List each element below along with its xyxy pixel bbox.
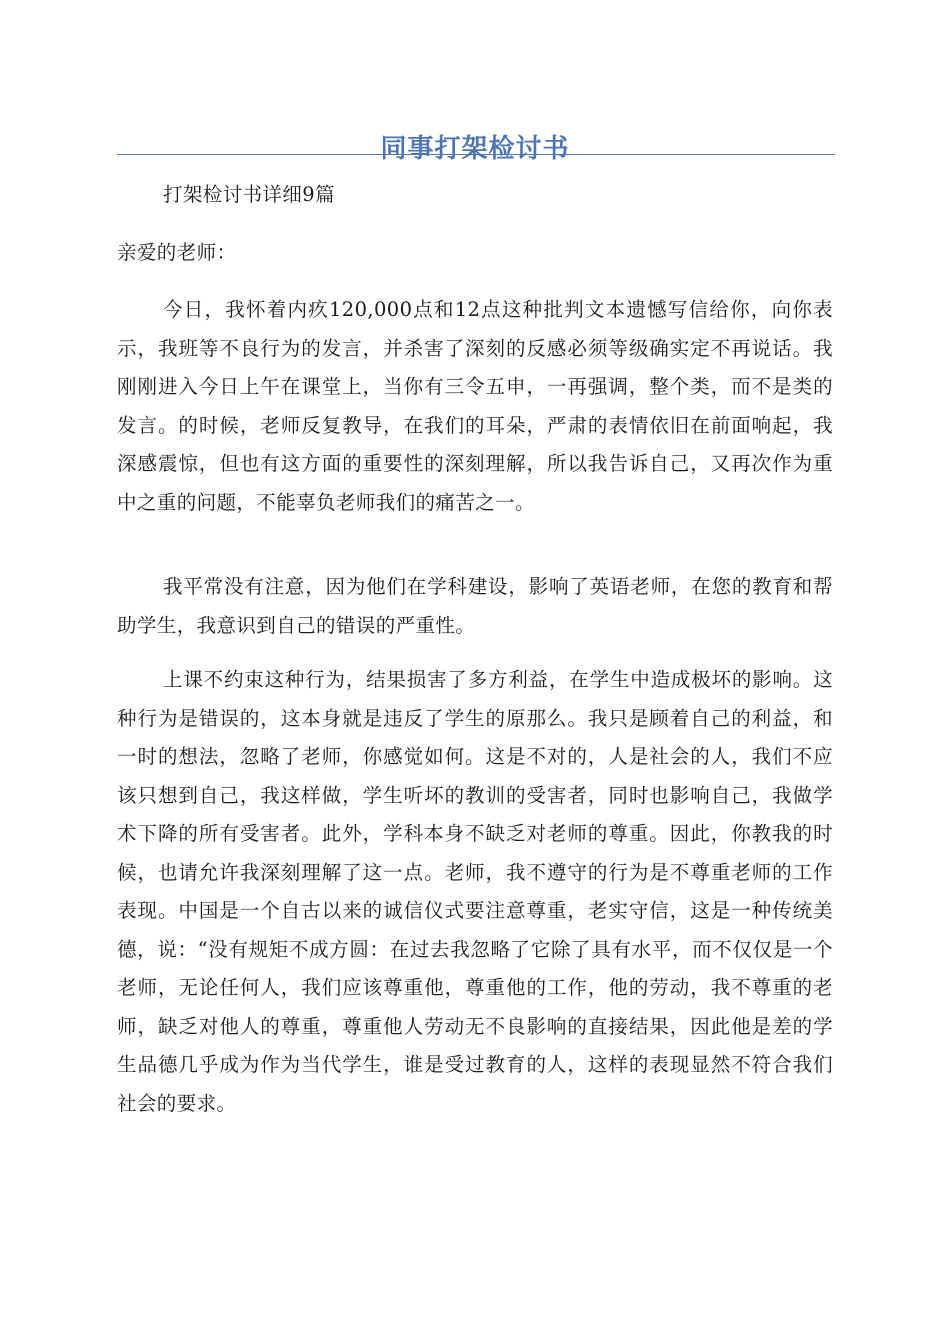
paragraph-1: 今日，我怀着内疚120,000点和12点这种批判文本遗憾写信给你，向你表示，我班等不良行为的发言，并杀害了深刻的反感必须等级确实定不再说话。我刚刚进入今日上午在课堂上，当你有三令五申，一再强调，整个类，而不是类的发言。的时候，老师反复教导，在我们的耳朵，严肃的表情依旧在前面响起，我深感震惊，但也有这方面的重要性的深刻理解，所以我告诉自己，又再次作为重中之重的问题，不能辜负老师我们的痛苦之一。 (117, 298, 833, 514)
title-underline (117, 154, 835, 155)
document-subtitle: 打架检讨书详细9篇 (163, 183, 336, 206)
greeting-line: 亲爱的老师： (117, 241, 237, 264)
document-title: 同事打架检讨书 (380, 134, 570, 165)
paragraph-2: 我平常没有注意，因为他们在学科建设，影响了英语老师，在您的教育和帮助学生，我意识到自己的错误的严重性。 (117, 575, 833, 637)
paragraph-3: 上课不约束这种行为，结果损害了多方利益，在学生中造成极坏的影响。这种行为是错误的，这本身就是违反了学生的原那么。我只是顾着自己的利益，和一时的想法，忽略了老师，你感觉如何。这是不对的，人是社会的人，我们不应该只想到自己，我这样做，学生听坏的教训的受害者，同时也影响自己，我做学术下降的所有受害者。此外，学科本身不缺乏对老师的尊重。因此，你教我的时候，也请允许我深刻理解了这一点。老师，我不遵守的行为是不尊重老师的工作表现。中国是一个自古以来的诚信仪式要注意尊重，老实守信，这是一种传统美德，说：“没有规矩不成方圆：在过去我忽略了它除了具有水平，而不仅仅是一个老师，无论任何人，我们应该尊重他，尊重他的工作，他的劳动，我不尊重的老师，缺乏对他人的尊重，尊重他人劳动无不良影响的直接结果，因此他是差的学生品德几乎成为作为当代学生，谁是受过教育的人，这样的表现显然不符合我们社会的要求。 (117, 668, 833, 1115)
